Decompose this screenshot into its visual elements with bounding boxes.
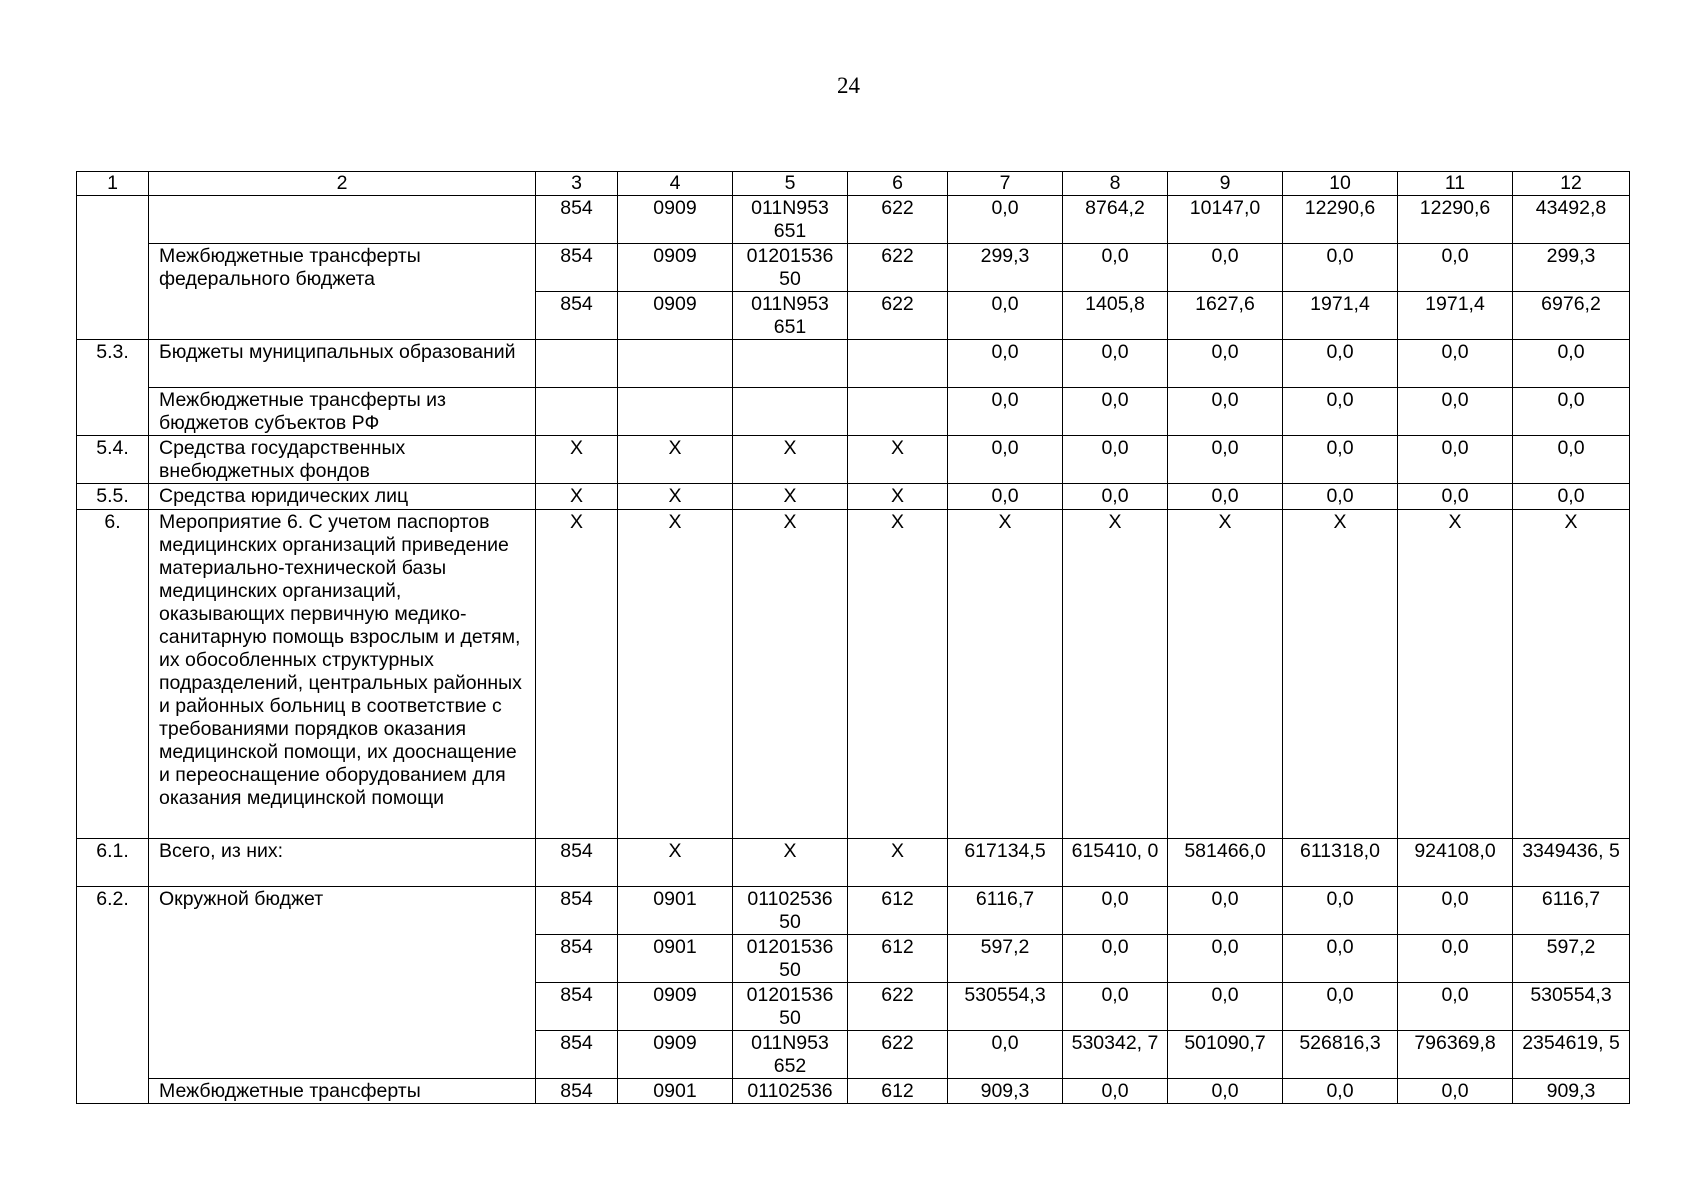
cell: X	[1168, 510, 1283, 839]
cell: X	[536, 510, 618, 839]
cell: 796369,8	[1398, 1031, 1513, 1079]
cell: 12290,6	[1398, 196, 1513, 244]
cell: 0,0	[948, 1031, 1063, 1079]
cell: 0,0	[948, 196, 1063, 244]
column-header: 9	[1168, 172, 1283, 196]
cell: 10147,0	[1168, 196, 1283, 244]
cell: 0,0	[948, 292, 1063, 340]
cell: 0,0	[1168, 887, 1283, 935]
cell: 0,0	[1283, 244, 1398, 292]
cell: 924108,0	[1398, 839, 1513, 887]
cell: 0,0	[1283, 887, 1398, 935]
cell: 530342, 7	[1063, 1031, 1168, 1079]
cell: 854	[536, 887, 618, 935]
cell: X	[618, 510, 733, 839]
table-row	[77, 839, 1630, 887]
row-name-cell: Средства государственных внебюджетных фондов	[149, 436, 536, 484]
cell: 011N953 651	[733, 196, 848, 244]
cell: X	[848, 839, 948, 887]
cell: 0,0	[1063, 244, 1168, 292]
cell: 0,0	[1063, 983, 1168, 1031]
cell: 011N953 651	[733, 292, 848, 340]
cell: 0,0	[1168, 484, 1283, 510]
cell: 854	[536, 196, 618, 244]
cell: 01102536 50	[733, 887, 848, 935]
column-header: 3	[536, 172, 618, 196]
row-name-cell: Межбюджетные трансферты федерального бюджета	[149, 244, 536, 340]
cell: 0,0	[1513, 436, 1630, 484]
cell	[848, 340, 948, 388]
row-name-cell: Межбюджетные трансферты из бюджетов субъектов РФ	[149, 388, 536, 436]
cell: 01201536 50	[733, 244, 848, 292]
cell: 8764,2	[1063, 196, 1168, 244]
cell: 0,0	[1283, 1079, 1398, 1104]
cell: 0,0	[948, 484, 1063, 510]
table-row	[77, 340, 1630, 388]
cell	[848, 388, 948, 436]
row-number-cell: 6.1.	[77, 839, 149, 887]
cell: 0,0	[1513, 484, 1630, 510]
cell: 0,0	[1398, 935, 1513, 983]
cell: 0909	[618, 244, 733, 292]
row-name-cell: Мероприятие 6. С учетом паспортов медицинских организаций приведение материально-технической базы медицинских организаций, оказывающих первичную медико-санитарную помощь взрослым и детям, их обособленных структурных подразделений, центральных районных и районных больниц в соответствие с требованиями порядков оказания медицинской помощи, их дооснащение и переоснащение оборудованием для оказания медицинской помощи	[149, 510, 536, 839]
cell: 854	[536, 1031, 618, 1079]
cell: 0,0	[1063, 388, 1168, 436]
cell: 0,0	[1513, 388, 1630, 436]
column-header: 12	[1513, 172, 1630, 196]
cell: 854	[536, 1079, 618, 1104]
cell: 0,0	[1168, 436, 1283, 484]
cell: 617134,5	[948, 839, 1063, 887]
column-header: 8	[1063, 172, 1168, 196]
cell: X	[848, 436, 948, 484]
cell: X	[1513, 510, 1630, 839]
cell: 854	[536, 935, 618, 983]
cell: 0909	[618, 1031, 733, 1079]
row-number-cell: 6.	[77, 510, 149, 839]
cell: X	[733, 510, 848, 839]
cell: 299,3	[1513, 244, 1630, 292]
row-number-cell	[77, 196, 149, 340]
cell: 1627,6	[1168, 292, 1283, 340]
cell: 0909	[618, 196, 733, 244]
cell: 0,0	[1283, 484, 1398, 510]
column-header: 5	[733, 172, 848, 196]
cell: 530554,3	[1513, 983, 1630, 1031]
cell: 6976,2	[1513, 292, 1630, 340]
cell: 12290,6	[1283, 196, 1398, 244]
row-name-cell	[149, 196, 536, 244]
column-header: 2	[149, 172, 536, 196]
table-header-row	[77, 172, 1630, 196]
cell: 0,0	[948, 436, 1063, 484]
cell	[536, 340, 618, 388]
cell: 0,0	[1283, 340, 1398, 388]
cell: 909,3	[1513, 1079, 1630, 1104]
cell: 622	[848, 196, 948, 244]
cell	[733, 340, 848, 388]
cell: 01201536 50	[733, 983, 848, 1031]
cell: X	[733, 436, 848, 484]
cell: 0909	[618, 983, 733, 1031]
cell: 0,0	[1063, 340, 1168, 388]
cell: 0,0	[1168, 935, 1283, 983]
cell: 526816,3	[1283, 1031, 1398, 1079]
table-row	[77, 1079, 1630, 1104]
row-name-cell: Окружной бюджет	[149, 887, 536, 1079]
cell: 0,0	[1283, 935, 1398, 983]
cell: 0,0	[1168, 388, 1283, 436]
cell: X	[536, 484, 618, 510]
cell: 6116,7	[948, 887, 1063, 935]
cell: 0,0	[1398, 436, 1513, 484]
cell: 2354619, 5	[1513, 1031, 1630, 1079]
column-header: 4	[618, 172, 733, 196]
cell: 0,0	[948, 340, 1063, 388]
cell: 612	[848, 887, 948, 935]
table-row	[77, 484, 1630, 510]
cell: 597,2	[1513, 935, 1630, 983]
budget-table	[76, 171, 1630, 1104]
table-row	[77, 244, 1630, 292]
cell: 612	[848, 1079, 948, 1104]
cell: 0,0	[1168, 244, 1283, 292]
table-row	[77, 196, 1630, 244]
cell: X	[848, 484, 948, 510]
cell: 622	[848, 983, 948, 1031]
cell: X	[618, 484, 733, 510]
cell: 0901	[618, 1079, 733, 1104]
cell: 0,0	[1398, 244, 1513, 292]
cell: 0,0	[1168, 340, 1283, 388]
cell: 909,3	[948, 1079, 1063, 1104]
cell: 0,0	[1063, 436, 1168, 484]
page-number: 24	[837, 73, 860, 98]
row-name-cell: Средства юридических лиц	[149, 484, 536, 510]
cell: 0,0	[1063, 1079, 1168, 1104]
column-header: 10	[1283, 172, 1398, 196]
cell: 0,0	[1398, 388, 1513, 436]
cell: 854	[536, 839, 618, 887]
cell: 0,0	[948, 388, 1063, 436]
cell: X	[536, 436, 618, 484]
cell: X	[618, 839, 733, 887]
table-row	[77, 887, 1630, 935]
cell: 0,0	[1283, 436, 1398, 484]
cell: 581466,0	[1168, 839, 1283, 887]
cell: 6116,7	[1513, 887, 1630, 935]
cell: 615410, 0	[1063, 839, 1168, 887]
cell: 622	[848, 1031, 948, 1079]
cell: 854	[536, 983, 618, 1031]
cell: 0,0	[1063, 484, 1168, 510]
cell: 530554,3	[948, 983, 1063, 1031]
cell: 0,0	[1398, 887, 1513, 935]
row-number-cell: 6.2.	[77, 887, 149, 1104]
cell: X	[848, 510, 948, 839]
cell: X	[1063, 510, 1168, 839]
cell: 0,0	[1283, 388, 1398, 436]
cell: 1971,4	[1283, 292, 1398, 340]
table-row	[77, 436, 1630, 484]
cell: 0901	[618, 935, 733, 983]
table-row	[77, 510, 1630, 839]
cell	[536, 388, 618, 436]
table-row	[77, 388, 1630, 436]
cell: 622	[848, 244, 948, 292]
row-number-cell: 5.3.	[77, 340, 149, 436]
cell: 854	[536, 292, 618, 340]
cell: 0,0	[1063, 935, 1168, 983]
cell	[733, 388, 848, 436]
cell: 0901	[618, 887, 733, 935]
cell: 0909	[618, 292, 733, 340]
cell: 0,0	[1283, 983, 1398, 1031]
row-name-cell: Всего, из них:	[149, 839, 536, 887]
cell: 0,0	[1168, 1079, 1283, 1104]
cell: 0,0	[1398, 1079, 1513, 1104]
cell: 622	[848, 292, 948, 340]
cell: 01201536 50	[733, 935, 848, 983]
cell: 501090,7	[1168, 1031, 1283, 1079]
column-header: 11	[1398, 172, 1513, 196]
row-number-cell: 5.5.	[77, 484, 149, 510]
column-header: 7	[948, 172, 1063, 196]
cell: 0,0	[1168, 983, 1283, 1031]
cell: X	[618, 436, 733, 484]
cell: 0,0	[1398, 484, 1513, 510]
cell	[618, 340, 733, 388]
row-name-cell: Межбюджетные трансферты	[149, 1079, 536, 1104]
cell: 299,3	[948, 244, 1063, 292]
cell: 611318,0	[1283, 839, 1398, 887]
cell: X	[1398, 510, 1513, 839]
cell: 0,0	[1513, 340, 1630, 388]
cell: 0,0	[1398, 340, 1513, 388]
row-number-cell: 5.4.	[77, 436, 149, 484]
cell: X	[733, 839, 848, 887]
cell: 612	[848, 935, 948, 983]
cell: 1971,4	[1398, 292, 1513, 340]
cell: X	[733, 484, 848, 510]
cell	[618, 388, 733, 436]
cell: 1405,8	[1063, 292, 1168, 340]
cell: 01102536	[733, 1079, 848, 1104]
cell: 597,2	[948, 935, 1063, 983]
cell: 011N953 652	[733, 1031, 848, 1079]
cell: 0,0	[1398, 983, 1513, 1031]
cell: 43492,8	[1513, 196, 1630, 244]
cell: 3349436, 5	[1513, 839, 1630, 887]
column-header: 1	[77, 172, 149, 196]
column-header: 6	[848, 172, 948, 196]
cell: X	[948, 510, 1063, 839]
cell: 854	[536, 244, 618, 292]
cell: X	[1283, 510, 1398, 839]
row-name-cell: Бюджеты муниципальных образований	[149, 340, 536, 388]
cell: 0,0	[1063, 887, 1168, 935]
